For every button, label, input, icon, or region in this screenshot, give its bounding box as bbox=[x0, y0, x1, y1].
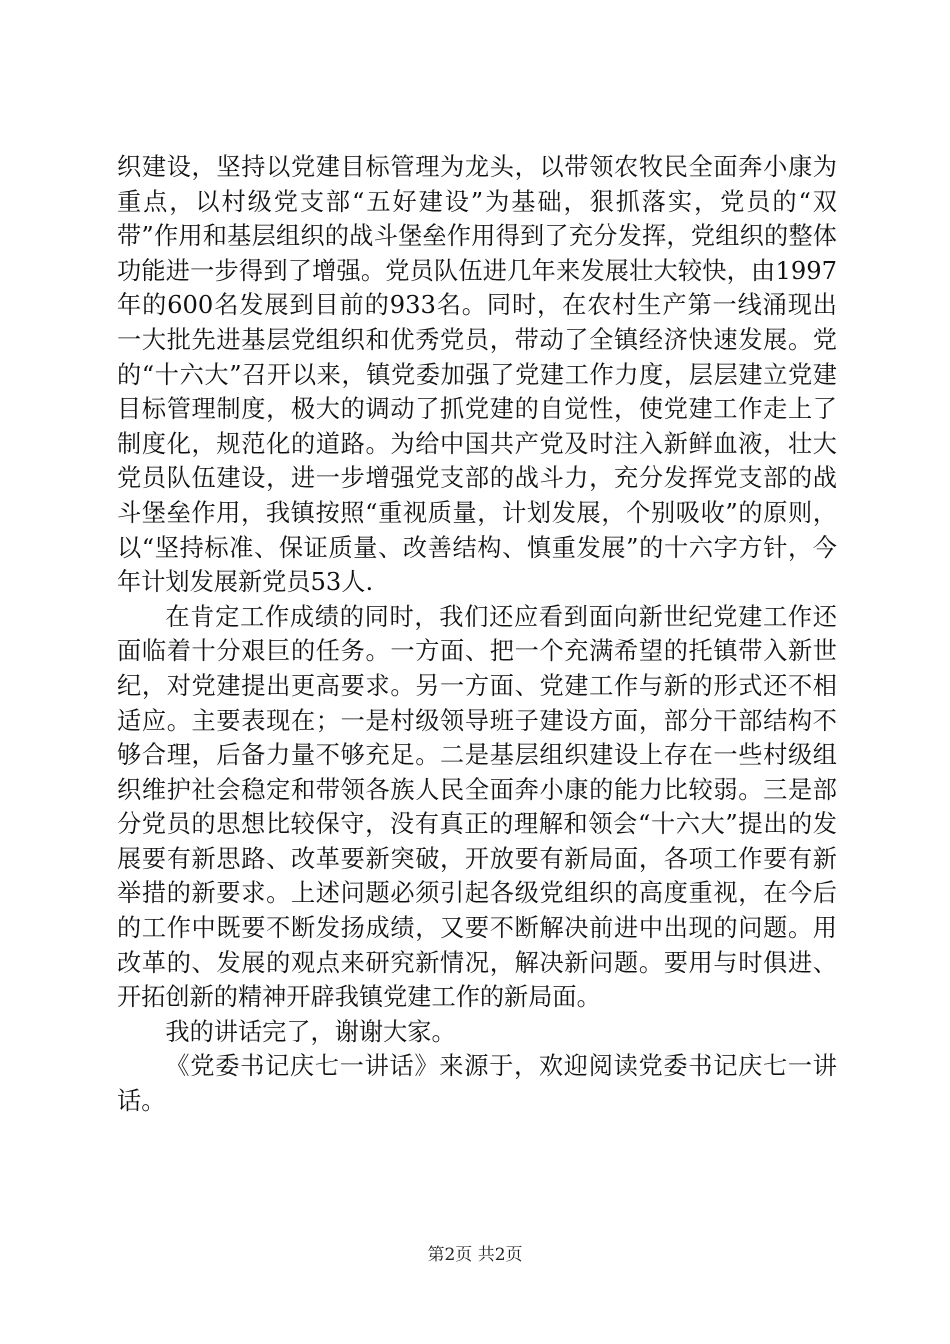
paragraph-challenges: 在肯定工作成绩的同时，我们还应看到面向新世纪党建工作还面临着十分艰巨的任务。一方面、把一个充满希望的托镇带入新世纪，对党建提出更高要求。另一方面、党建工作与新的形式还不相适应。主要表现在；一是村级领导班子建设方面，部分干部结构不够合理，后备力量不够充足。二是基层组织建设上存在一些村级组织维护社会稳定和带领各族人民全面奔小康的能力比较弱。三是部分党员的思想比较保守，没有真正的理解和领会“十六大”提出的发展要有新思路、改革要新突破，开放要有新局面，各项工作要有新举措的新要求。上述问题必须引起各级党组织的高度重视，在今后的工作中既要不断发扬成绩，又要不断解决前进中出现的问题。用改革的、发展的观点来研究新情况，解决新问题。要用与时俱进、开拓创新的精神开辟我镇党建工作的新局面。 bbox=[117, 602, 837, 1012]
document-body bbox=[117, 150, 837, 1119]
paragraph-closing: 我的讲话完了，谢谢大家。 bbox=[165, 1017, 456, 1046]
paragraph-continued: 织建设，坚持以党建目标管理为龙头，以带领农牧民全面奔小康为重点，以村级党支部“五好建设”为基础，狠抓落实，党员的“双带”作用和基层组织的战斗堡垒作用得到了充分发挥，党组织的整体功能进一步得到了增强。党员队伍进几年来发展壮大较快，由1997年的600名发展到目前的933名。同时，在农村生产第一线涌现出一大批先进基层党组织和优秀党员，带动了全镇经济快速发展。党的“十六大”召开以来，镇党委加强了党建工作力度，层层建立党建目标管理制度，极大的调动了抓党建的自觉性，使党建工作走上了制度化，规范化的道路。为给中国共产党及时注入新鲜血液，壮大党员队伍建设，进一步增强党支部的战斗力，充分发挥党支部的战斗堡垒作用，我镇按照“重视质量，计划发展，个别吸收”的原则，以“坚持标准、保证质量、改善结构、慎重发展”的十六字方针，今年计划发展新党员53人. bbox=[117, 153, 837, 597]
page-footer: 第2页 共2页 bbox=[427, 1245, 523, 1265]
paragraph-source-note: 《党委书记庆七一讲话》来源于，欢迎阅读党委书记庆七一讲话。 bbox=[117, 1052, 837, 1116]
